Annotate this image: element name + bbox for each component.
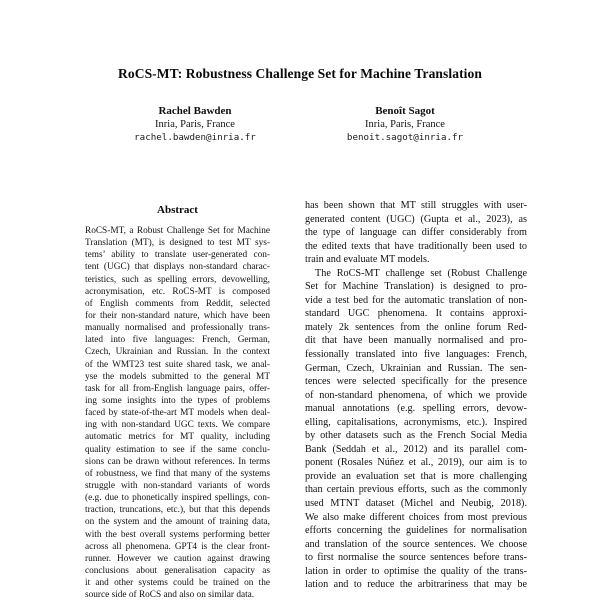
text-line: by other datasets such as the French Social Media [305, 430, 527, 442]
text-line: standard UGC phenomena. It contains approxi- [305, 308, 527, 320]
author-name: Rachel Bawden [158, 105, 232, 117]
author-list [90, 104, 510, 145]
text-line: source side of RoCS and also on similar data. [85, 590, 255, 600]
text-line: mately 2k sentences from the online forum Red- [305, 321, 527, 333]
text-line: of the WMT23 test suite shared task, we anal- [85, 359, 270, 370]
text-line: (e.g. due to phonetically inspired spellings, con- [85, 493, 270, 504]
text-line: it and other systems could be trained on the [85, 578, 270, 589]
two-column-body [85, 199, 527, 600]
text-line: used MTNT dataset (Michel and Neubig, 2018). [305, 498, 527, 510]
text-line: tences were selected specifically for the presence [305, 376, 527, 388]
text-line: task for all from-English language pairs, offer- [85, 383, 270, 394]
text-line: across all phenomena. GPT4 is the clear front- [85, 541, 270, 552]
text-line: the type of language can differ considerably from [305, 227, 527, 239]
text-line: to first normalise the source sentences before trans- [305, 552, 527, 564]
text-line: ponent (Rosales Núñez et al., 2019), our aim is to [305, 457, 527, 469]
text-line: vide a test bed for the automatic translation of non- [305, 294, 527, 306]
text-line: faced by state-of-the-art MT models when deal- [85, 408, 270, 419]
text-line: fessionally translated into five languages: French, [305, 349, 527, 361]
text-line: of robustness, we find that many of the systems [85, 468, 270, 479]
text-line: has been shown that MT still struggles with user- [305, 200, 527, 211]
text-line: acronymisation, etc. RoCS-MT is composed [85, 286, 270, 297]
text-line: generated content (UGC) (Gupta et al., 2023), as [305, 213, 527, 225]
author-block [300, 104, 510, 145]
text-line: German, Czech, Ukrainian and Russian. The sen- [305, 362, 527, 374]
text-line: RoCS-MT, a Robust Challenge Set for Machine [85, 226, 270, 236]
text-line: ing with non-standard UGC texts. We compare [85, 420, 270, 431]
text-line: on the system and the amount of training data, [85, 517, 270, 528]
text-line: Bank (Seddah et al., 2012) and its parallel com- [305, 443, 527, 455]
text-line: lated into five languages: French, German, [85, 335, 270, 346]
right-column [305, 199, 527, 600]
text-line: We also make different choices from most previous [305, 511, 527, 523]
text-line: provide an evaluation set that is more challenging [305, 470, 527, 482]
text-line: sions can be drawn without references. In terms [85, 456, 270, 467]
abstract-body [85, 225, 270, 600]
abstract-heading: Abstract [157, 204, 198, 216]
author-name: Benoît Sagot [375, 105, 435, 117]
text-line: teristics, such as spelling errors, devowelling, [85, 274, 270, 285]
author-block [90, 104, 300, 145]
text-line: the edited texts that have traditionally been used to [305, 240, 527, 252]
author-affiliation: Inria, Paris, France [155, 119, 235, 130]
author-affiliation: Inria, Paris, France [365, 119, 445, 130]
text-line: traction, truncations, etc.), but that this depends [85, 505, 270, 516]
text-line: Czech, Ukrainian and Russian. In the context [85, 347, 270, 358]
text-line: train and evaluate MT models. [305, 254, 430, 266]
text-line: Set for Machine Translation) is designed to pro- [305, 281, 527, 293]
text-line: runner. However we caution against drawing [85, 553, 270, 564]
text-line: struggle with non-standard variants of words [85, 480, 270, 491]
text-line: dit that have been manually normalised and pro- [305, 335, 527, 347]
text-line: than certain previous efforts, such as the commonly [305, 484, 527, 496]
text-line: Translation (MT), is designed to test MT sys- [85, 238, 270, 249]
text-line: efforts concerning the guidelines for normalisation [305, 525, 527, 537]
text-line: manual annotations (e.g. spelling errors, devow- [305, 403, 527, 415]
text-line: for their non-standard nature, which have been [85, 310, 270, 321]
text-line: ing some insights into the types of problems [85, 395, 270, 406]
author-email: rachel.bawden@inria.fr [134, 132, 256, 143]
text-line: yse the models submitted to the general MT [85, 371, 270, 382]
text-line: with the best overall systems performing better [85, 529, 270, 540]
text-line: of non-standard phenomena, of which we provide [305, 389, 527, 401]
text-line: and translation of the source sentences. We choose [305, 538, 527, 550]
text-line: manually normalised and professionally trans- [85, 323, 270, 334]
paragraph [305, 199, 527, 267]
text-line: automatic metrics for MT quality, including [85, 432, 270, 443]
paragraph [305, 267, 527, 592]
text-line: elling, capitalisations, acronymisms, etc.). Inspired [305, 416, 527, 428]
text-line: of English comments from Reddit, selected [85, 298, 270, 309]
text-line: conclusions about generalisation capacity as [85, 565, 270, 576]
text-line: lation in order to optimise the quality of the trans- [305, 565, 527, 577]
text-line: tems’ ability to translate user-generated con- [85, 250, 270, 261]
text-line: tent (UGC) that displays non-standard charac- [85, 262, 270, 273]
text-line: The RoCS-MT challenge set (Robust Challenge [315, 267, 527, 279]
paper-title: RoCS-MT: Robustness Challenge Set for Machine Translation [118, 66, 482, 81]
author-email: benoit.sagot@inria.fr [346, 132, 464, 143]
text-line: quality estimation to see if the same conclu- [85, 444, 270, 455]
left-column [85, 199, 270, 600]
text-line: lation and to reduce the arbitrariness that may be [305, 579, 527, 591]
